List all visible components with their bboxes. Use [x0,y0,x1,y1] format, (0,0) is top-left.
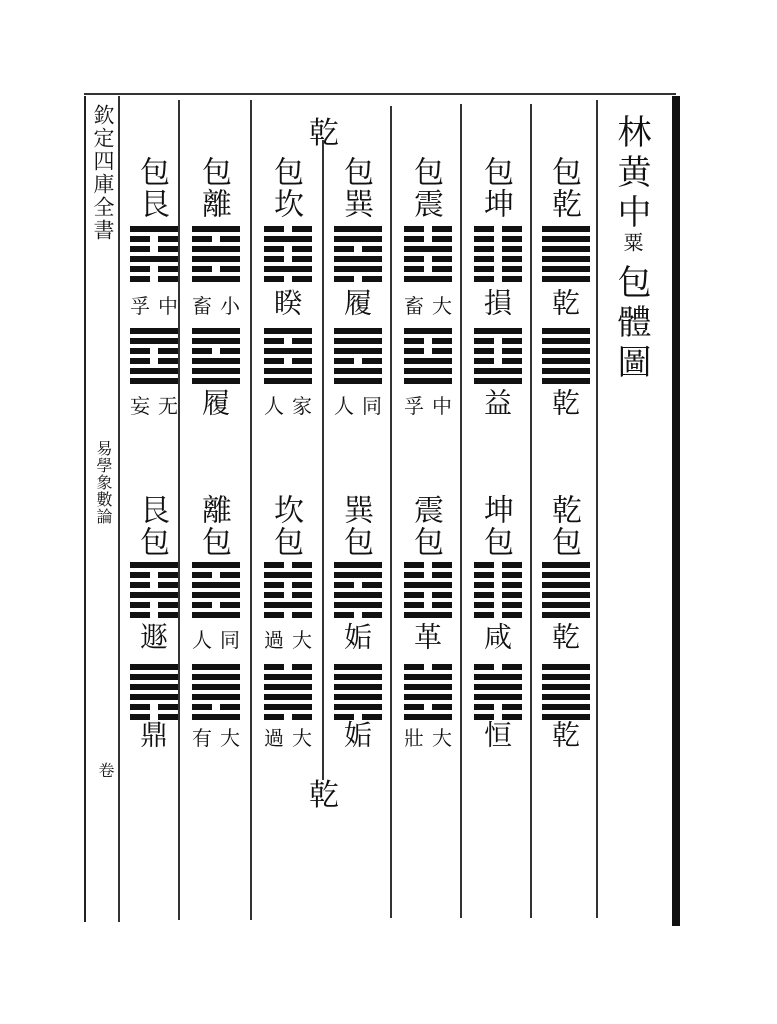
yang-line [334,684,382,690]
yang-line [404,246,452,252]
mid-label-pair [186,290,246,319]
chart-title-small: 粟 [620,232,644,252]
yang-line [130,674,178,680]
yang-line [474,694,522,700]
yin-line [130,582,178,588]
yang-line [334,348,382,354]
bottom-hexagram [474,664,522,724]
column-lower-label: 坤包 [478,494,513,558]
mid-hexagram [192,328,240,388]
yang-line [404,378,452,384]
lower-hexagram [474,562,522,622]
yang-line [474,378,522,384]
yang-line [474,368,522,374]
yang-line [264,704,312,710]
yang-line [542,256,590,262]
yin-line [404,266,452,272]
yang-line [130,368,178,374]
yang-line [130,684,178,690]
mid-label-pair-char: 中 [158,294,178,318]
yin-line [334,246,382,252]
yang-line [334,694,382,700]
column-divider [460,104,462,918]
lower-label-pair [124,390,184,419]
yang-line [334,704,382,710]
yang-line [264,368,312,374]
yang-line [334,338,382,344]
yin-line [130,236,178,242]
yang-line [192,368,240,374]
bottom-label-pair-char: 過 [264,726,284,750]
yang-line [334,378,382,384]
column-top-label: 包震 [408,156,443,220]
yin-line [130,266,178,272]
yang-line [334,266,382,272]
yang-line [264,694,312,700]
column-top-label: 包艮 [134,156,169,220]
margin-page: 卷 [96,762,115,779]
yin-line [474,348,522,354]
mid-hexagram [474,328,522,388]
yang-line [404,582,452,588]
yin-line [404,226,452,232]
yang-line [130,378,178,384]
yang-line [542,572,590,578]
yin-line [334,612,382,618]
mid-label-pair-char: 大 [432,294,452,318]
bottom-label-1: 咸 [480,622,513,652]
margin-header: 欽定四庫全書 [91,104,115,242]
lower-label-pair [258,390,318,419]
yang-line [404,276,452,282]
column-divider [390,106,392,918]
yang-line [334,226,382,232]
mid-hexagram [334,328,382,388]
yin-line [404,572,452,578]
yang-line [264,602,312,608]
yang-line [192,612,240,618]
top-label: 乾 [309,116,339,151]
yang-line [192,664,240,670]
top-hexagram [130,226,178,286]
lower-hexagram [192,562,240,622]
yin-line [192,602,240,608]
yang-line [404,674,452,680]
yang-line [130,338,178,344]
bottom-hexagram [334,664,382,724]
lower-hexagram [264,562,312,622]
yin-line [474,704,522,710]
yin-line [264,338,312,344]
yang-line [404,694,452,700]
yin-line [474,276,522,282]
mid-label-pair-char: 畜 [192,294,212,318]
bottom-label-pair [258,722,318,751]
frame-left-border [84,96,86,922]
yang-line [264,572,312,578]
yin-line [130,246,178,252]
bottom-label-pair-a-char: 人 [192,628,212,652]
yang-line [404,368,452,374]
yin-line [334,358,382,364]
bottom-label-1: 遯 [136,622,169,652]
yang-line [542,378,590,384]
column-divider [530,104,532,918]
bottom-hexagram [130,664,178,724]
yin-line [474,612,522,618]
yang-line [542,246,590,252]
yang-line [130,256,178,262]
bottom-label-pair-a [258,624,318,653]
mid-label: 睽 [270,288,303,318]
bottom-hexagram [264,664,312,724]
yang-line [192,256,240,262]
yin-line [130,612,178,618]
yang-line [130,226,178,232]
yin-line [474,246,522,252]
yang-line [192,328,240,334]
yang-line [192,674,240,680]
yang-line [542,562,590,568]
yang-line [542,368,590,374]
yang-line [192,694,240,700]
bottom-label-pair-char: 大 [292,726,312,750]
lower-label-pair-char: 妄 [130,394,150,418]
yang-line [542,358,590,364]
lower-label-pair-char: 孚 [404,394,424,418]
bottom-hexagram [542,664,590,724]
yin-line [474,562,522,568]
yang-line [474,674,522,680]
yin-line [404,236,452,242]
margin-book-title: 易學象數論 [94,440,113,525]
yang-line [334,572,382,578]
yin-line [474,226,522,232]
lower-label-pair-char: 中 [432,394,452,418]
bottom-hexagram [404,664,452,724]
yang-line [404,612,452,618]
yang-line [542,704,590,710]
yin-line [474,266,522,272]
yin-line [264,358,312,364]
yin-line [192,266,240,272]
lower-hexagram [130,562,178,622]
bottom-label-pair-char: 大 [220,726,240,750]
bottom-label-pair-a-char: 同 [220,628,240,652]
yang-line [542,582,590,588]
yang-line [130,592,178,598]
yin-line [130,358,178,364]
yin-line [264,226,312,232]
yin-line [264,582,312,588]
bottom-hexagram [192,664,240,724]
yin-line [474,358,522,364]
yin-line [264,256,312,262]
yin-line [264,562,312,568]
lower-label: 益 [480,388,513,418]
bottom-label-2: 恒 [480,720,513,750]
bottom-label-pair-a-char: 大 [292,628,312,652]
mid-label-pair-char: 畜 [404,294,424,318]
yang-line [264,378,312,384]
bottom-label-pair-char: 大 [432,726,452,750]
yin-line [474,338,522,344]
yang-line [542,266,590,272]
yang-line [542,612,590,618]
lower-hexagram [404,562,452,622]
yin-line [264,664,312,670]
yang-line [264,266,312,272]
yin-line [404,348,452,354]
top-hexagram [404,226,452,286]
yin-line [474,602,522,608]
lower-label-pair-char: 家 [292,394,312,418]
yang-line [542,348,590,354]
bottom-label-pair-char: 有 [192,726,212,750]
column-divider [322,140,324,780]
yang-line [334,562,382,568]
yin-line [192,348,240,354]
column-divider [250,100,252,920]
yang-line [130,328,178,334]
yang-line [264,348,312,354]
yang-line [404,328,452,334]
yang-line [474,684,522,690]
mid-label: 乾 [548,288,581,318]
lower-label-pair [398,390,458,419]
yin-line [264,714,312,720]
column-lower-label: 離包 [196,494,231,558]
yin-line [474,582,522,588]
yang-line [130,694,178,700]
yin-line [474,236,522,242]
yang-line [542,592,590,598]
bottom-label-2: 鼎 [136,720,169,750]
bottom-label: 乾 [309,778,339,813]
frame-top-border [84,93,676,95]
yin-line [130,572,178,578]
yin-line [264,246,312,252]
yin-line [404,562,452,568]
bottom-label-2: 乾 [548,720,581,750]
lower-label-pair-char: 无 [158,394,178,418]
lower-label: 履 [198,388,231,418]
lower-label: 乾 [548,388,581,418]
yang-line [334,602,382,608]
bottom-label-pair [186,722,246,751]
yin-line [334,276,382,282]
yang-line [334,368,382,374]
yin-line [130,276,178,282]
yin-line [130,348,178,354]
yang-line [542,694,590,700]
yin-line [192,704,240,710]
yang-line [334,328,382,334]
yang-line [542,338,590,344]
yin-line [130,602,178,608]
yang-line [192,592,240,598]
yin-line [474,572,522,578]
yang-line [192,684,240,690]
bottom-label-pair-a-char: 過 [264,628,284,652]
yang-line [542,684,590,690]
yang-line [192,378,240,384]
bottom-label-pair [398,722,458,751]
yang-line [192,562,240,568]
yang-line [334,592,382,598]
yang-line [192,338,240,344]
yang-line [192,582,240,588]
yin-line [404,592,452,598]
chart-title-main: 林黄中 [611,114,651,234]
yin-line [404,256,452,262]
bottom-label-1: 革 [410,622,443,652]
bottom-label-2: 姤 [340,720,373,750]
bottom-label-1: 乾 [548,622,581,652]
yang-line [542,602,590,608]
yang-line [264,328,312,334]
yang-line [192,714,240,720]
mid-label-pair-char: 孚 [130,294,150,318]
yang-line [334,664,382,670]
column-top-label: 包乾 [546,156,581,220]
lower-label-pair-char: 人 [334,394,354,418]
yang-line [264,684,312,690]
yang-line [404,358,452,364]
yin-line [130,704,178,710]
column-lower-label: 乾包 [546,494,581,558]
yang-line [542,276,590,282]
top-hexagram [192,226,240,286]
column-lower-label: 震包 [408,494,443,558]
lower-label-pair-char: 同 [362,394,382,418]
column-lower-label: 巽包 [338,494,373,558]
mid-label-pair [398,290,458,319]
yang-line [334,674,382,680]
yin-line [264,276,312,282]
yin-line [334,582,382,588]
frame-right-border [672,96,680,926]
column-lower-label: 坎包 [268,494,303,558]
yin-line [404,602,452,608]
column-lower-label: 艮包 [134,494,169,558]
bottom-label-pair-a [186,624,246,653]
lower-label-pair-char: 人 [264,394,284,418]
bottom-label-1: 姤 [340,622,373,652]
mid-hexagram [130,328,178,388]
yang-line [542,226,590,232]
yang-line [130,664,178,670]
mid-hexagram [404,328,452,388]
column-divider [596,100,598,918]
lower-hexagram [334,562,382,622]
mid-label: 履 [340,288,373,318]
yin-line [264,612,312,618]
yang-line [542,674,590,680]
top-hexagram [264,226,312,286]
yin-line [264,592,312,598]
yang-line [542,328,590,334]
column-top-label: 包離 [196,156,231,220]
top-hexagram [542,226,590,286]
yang-line [192,276,240,282]
mid-label: 損 [480,288,513,318]
yang-line [542,236,590,242]
top-hexagram [334,226,382,286]
yang-line [334,236,382,242]
yin-line [192,572,240,578]
yang-line [130,562,178,568]
chart-title-rest: 包體圖 [611,264,651,384]
mid-hexagram [542,328,590,388]
yang-line [264,674,312,680]
mid-hexagram [264,328,312,388]
column-top-label: 包坤 [478,156,513,220]
lower-hexagram [542,562,590,622]
yang-line [404,684,452,690]
yang-line [192,226,240,232]
yang-line [334,256,382,262]
mid-label-pair [124,290,184,319]
yin-line [404,664,452,670]
top-hexagram [474,226,522,286]
lower-label-pair [328,390,388,419]
yang-line [192,358,240,364]
yang-line [404,714,452,720]
yang-line [192,246,240,252]
column-top-label: 包坎 [268,156,303,220]
column-divider [178,100,180,920]
yin-line [474,592,522,598]
column-divider [118,96,120,922]
yang-line [264,236,312,242]
yin-line [404,704,452,710]
yang-line [542,664,590,670]
yin-line [404,338,452,344]
yang-line [474,328,522,334]
yin-line [474,256,522,262]
yin-line [474,664,522,670]
column-top-label: 包巽 [338,156,373,220]
yin-line [192,236,240,242]
mid-label-pair-char: 小 [220,294,240,318]
bottom-label-pair-char: 壯 [404,726,424,750]
